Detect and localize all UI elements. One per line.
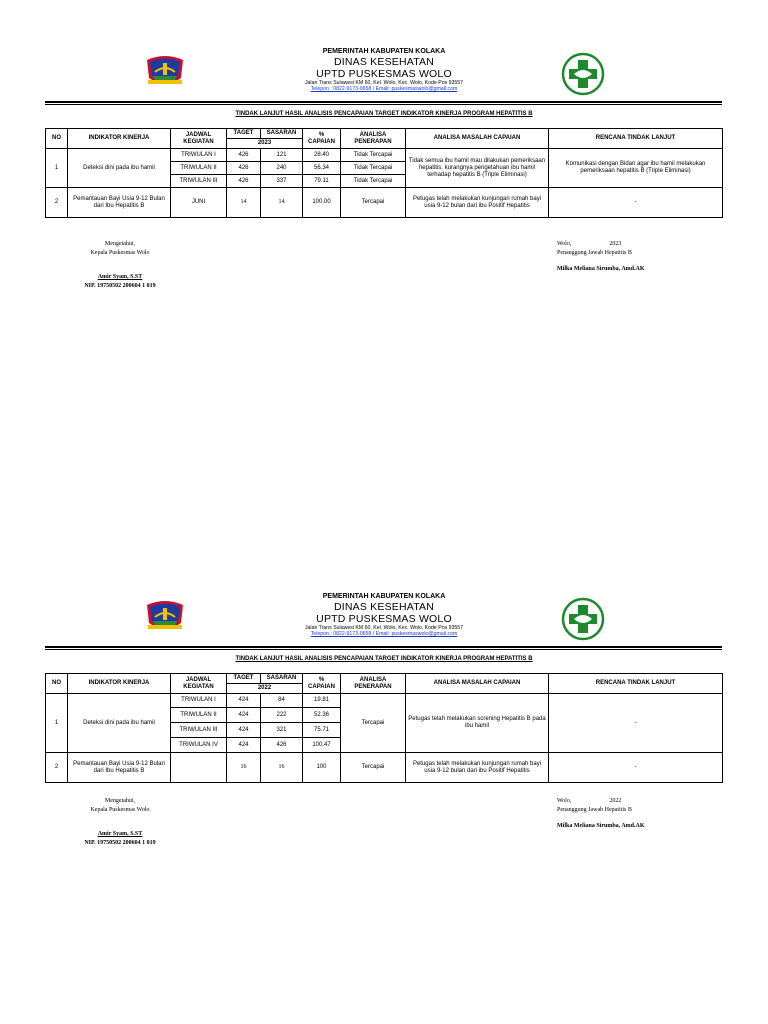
address: Jalan Trans Sulawesi KM 60, Kel. Wolo, Kec. Wolo, Kode Pos 93557 <box>304 80 464 87</box>
cell-jadwal: TRIWULAN I <box>171 149 227 162</box>
cell-taget: 14 <box>227 188 261 218</box>
cell-taget: 424 <box>227 694 261 708</box>
cell-capaian: 100.00 <box>303 188 341 218</box>
head-name: Amir Syam, S.ST <box>97 831 143 838</box>
pj-title: Penanggung Jawab Hepatitis B <box>557 806 632 813</box>
known-label: Mengetahui, <box>104 241 136 247</box>
cell-jadwal: TRIWULAN II <box>171 162 227 175</box>
bakti-husada-logo-icon <box>561 52 605 96</box>
cell-indikator: Deteksi dini pada ibu hamil <box>68 694 171 753</box>
puskesmas-name: UPTD PUSKESMAS WOLO <box>316 613 452 626</box>
cell-capaian: 79.11 <box>303 175 341 188</box>
pj-title: Penanggung Jawab Hepatitis B <box>557 249 632 256</box>
col-taget: TAGET <box>227 129 261 139</box>
cell-indikator: Pemantauan Bayi Usia 9-12 Bulan dari Ibu Hepatitis B <box>68 188 171 218</box>
kpi-table <box>45 128 723 218</box>
cell-masalah: Petugas telah melakukan kunjungan rumah bayi usia 9-12 bulan dari ibu Positif Hepatitis <box>406 753 549 783</box>
cell-rencana: - <box>549 188 723 218</box>
col-jadwal: JADWAL KEGIATAN <box>171 129 227 149</box>
cell-taget: 424 <box>227 738 261 753</box>
cell-sasaran: 16 <box>261 753 303 783</box>
table-row <box>46 694 723 708</box>
header-rule <box>45 646 722 648</box>
col-taget: TAGET <box>227 674 261 684</box>
table-row <box>46 753 723 783</box>
cell-sasaran: 426 <box>261 738 303 753</box>
cell-jadwal <box>171 753 227 783</box>
document-title: TINDAK LANJUT HASIL ANALISIS PENCAPAIAN TARGET INDIKATOR KINERJA PROGRAM HEPATITIS B <box>235 656 533 662</box>
cell-penerapan: Tercapai <box>341 188 406 218</box>
cell-sasaran: 14 <box>261 188 303 218</box>
cell-rencana: - <box>549 753 723 783</box>
cell-capaian: 28.40 <box>303 149 341 162</box>
contact-link[interactable]: Telepon : 0822-9173-0658 / Email: puskesmaswolo@gmail.com <box>310 631 458 638</box>
cell-jadwal: TRIWULAN III <box>171 723 227 738</box>
table-row <box>46 188 723 218</box>
report-2022 <box>0 589 768 847</box>
table-row <box>46 149 723 162</box>
cell-taget: 424 <box>227 723 261 738</box>
head-title: Kepala Puskesmas Wolo <box>90 249 150 256</box>
cell-penerapan: Tidak Tercapai <box>341 149 406 162</box>
cell-capaian: 100.47 <box>303 738 341 753</box>
signature-head <box>70 797 170 848</box>
col-analisa-masalah: ANALISA MASALAH CAPAIAN <box>406 129 549 149</box>
kpi-table <box>45 673 723 783</box>
col-no: NO <box>46 129 68 149</box>
head-nip: NIP. 19750502 200604 1 019 <box>84 840 156 847</box>
cell-sasaran: 222 <box>261 708 303 723</box>
col-year: 2023 <box>227 139 303 149</box>
cell-sasaran: 321 <box>261 723 303 738</box>
contact-link[interactable]: Telepon : 0822-9173-0658 / Email: puskesmaswolo@gmail.com <box>310 86 458 93</box>
puskesmas-name: UPTD PUSKESMAS WOLO <box>316 68 452 81</box>
cell-taget: 426 <box>227 149 261 162</box>
cell-capaian: 52.36 <box>303 708 341 723</box>
col-sasaran: SASARAN <box>261 674 303 684</box>
col-indikator: INDIKATOR KINERJA <box>68 674 171 694</box>
col-capaian: % CAPAIAN <box>303 674 341 694</box>
head-name: Amir Syam, S.ST <box>97 274 143 281</box>
cell-taget: 424 <box>227 708 261 723</box>
cell-indikator: Deteksi dini pada ibu hamil <box>68 149 171 188</box>
col-analisa-penerapan: ANALISA PENERAPAN <box>341 129 406 149</box>
document-title: TINDAK LANJUT HASIL ANALISIS PENCAPAIAN TARGET INDIKATOR KINERJA PROGRAM HEPATITIS B <box>235 111 533 117</box>
place: Wolo, <box>557 241 572 247</box>
cell-taget: 16 <box>227 753 261 783</box>
cell-capaian: 75.71 <box>303 723 341 738</box>
dinas-name: DINAS KESEHATAN <box>333 601 435 614</box>
bakti-husada-logo-icon <box>561 597 605 641</box>
header-rule-thin <box>45 649 722 650</box>
signature-pj <box>557 240 707 274</box>
cell-penerapan: Tercapai <box>341 753 406 783</box>
dinas-name: DINAS KESEHATAN <box>333 56 435 69</box>
cell-sasaran: 240 <box>261 162 303 175</box>
col-sasaran: SASARAN <box>261 129 303 139</box>
cell-jadwal: TRIWULAN IV <box>171 738 227 753</box>
cell-no: 2 <box>46 753 68 783</box>
report-2023 <box>0 44 768 290</box>
col-capaian: % CAPAIAN <box>303 129 341 149</box>
cell-rencana: Komunikasi dengan Bidan agar ibu hamil melakukan pemeriksaan hepatitis B (Triple Eliminasi) <box>549 149 723 188</box>
cell-taget: 426 <box>227 175 261 188</box>
pj-name: Milka Meliana Sirumba, Amd.AK <box>557 823 645 830</box>
cell-jadwal: TRIWULAN III <box>171 175 227 188</box>
cell-jadwal: JUNI <box>171 188 227 218</box>
place: Wolo, <box>557 798 572 804</box>
known-label: Mengetahui, <box>104 798 136 804</box>
cell-no: 1 <box>46 149 68 188</box>
cell-capaian: 19.81 <box>303 694 341 708</box>
letterhead <box>0 589 768 645</box>
col-jadwal: JADWAL KEGIATAN <box>171 674 227 694</box>
cell-penerapan: Tidak Tercapai <box>341 175 406 188</box>
head-title: Kepala Puskesmas Wolo <box>90 806 150 813</box>
date-year: 2023 <box>609 241 622 247</box>
header-rule <box>45 101 722 103</box>
signature-head <box>70 240 170 291</box>
col-analisa-penerapan: ANALISA PENERAPAN <box>341 674 406 694</box>
gov-name: PEMERINTAH KABUPATEN KOLAKA <box>322 593 446 600</box>
cell-jadwal: TRIWULAN II <box>171 708 227 723</box>
cell-sasaran: 337 <box>261 175 303 188</box>
pj-name: Milka Meliana Sirumba, Amd.AK <box>557 266 645 273</box>
signature-pj <box>557 797 707 831</box>
date-year: 2022 <box>609 798 622 804</box>
head-nip: NIP. 19750502 200604 1 019 <box>84 283 156 290</box>
cell-no: 1 <box>46 694 68 753</box>
cell-masalah: Petugas telah melakukan kunjungan rumah bayi usia 9-12 bulan dari ibu Positif Hepatitis <box>406 188 549 218</box>
gov-name: PEMERINTAH KABUPATEN KOLAKA <box>322 48 446 55</box>
col-rencana: RENCANA TINDAK LANJUT <box>549 129 723 149</box>
cell-jadwal: TRIWULAN I <box>171 694 227 708</box>
letterhead <box>0 44 768 100</box>
cell-sasaran: 121 <box>261 149 303 162</box>
col-analisa-masalah: ANALISA MASALAH CAPAIAN <box>406 674 549 694</box>
address: Jalan Trans Sulawesi KM 60, Kel. Wolo, Kec. Wolo, Kode Pos 93557 <box>304 625 464 632</box>
cell-indikator: Pemantauan Bayi Usia 9-12 Bulan dari Ibu Hepatitis B <box>68 753 171 783</box>
cell-capaian: 56.34 <box>303 162 341 175</box>
cell-capaian: 100 <box>303 753 341 783</box>
col-rencana: RENCANA TINDAK LANJUT <box>549 674 723 694</box>
cell-masalah: Tidak semua ibu hamil mau dilakukan pemeriksaan hepatitis, kurangnya pengetahuan ibu hamil terhadap hepatitis B (Triple Eliminasi) <box>406 149 549 188</box>
col-no: NO <box>46 674 68 694</box>
header-rule-thin <box>45 104 722 105</box>
col-indikator: INDIKATOR KINERJA <box>68 129 171 149</box>
cell-penerapan: Tidak Tercapai <box>341 162 406 175</box>
cell-masalah: Petugas telah melakukan screning Hepatitis B pada ibu hamil <box>406 694 549 753</box>
cell-taget: 426 <box>227 162 261 175</box>
cell-penerapan: Tercapai <box>341 694 406 753</box>
cell-no: 2 <box>46 188 68 218</box>
col-year: 2022 <box>227 684 303 694</box>
cell-rencana: - <box>549 694 723 753</box>
cell-sasaran: 84 <box>261 694 303 708</box>
